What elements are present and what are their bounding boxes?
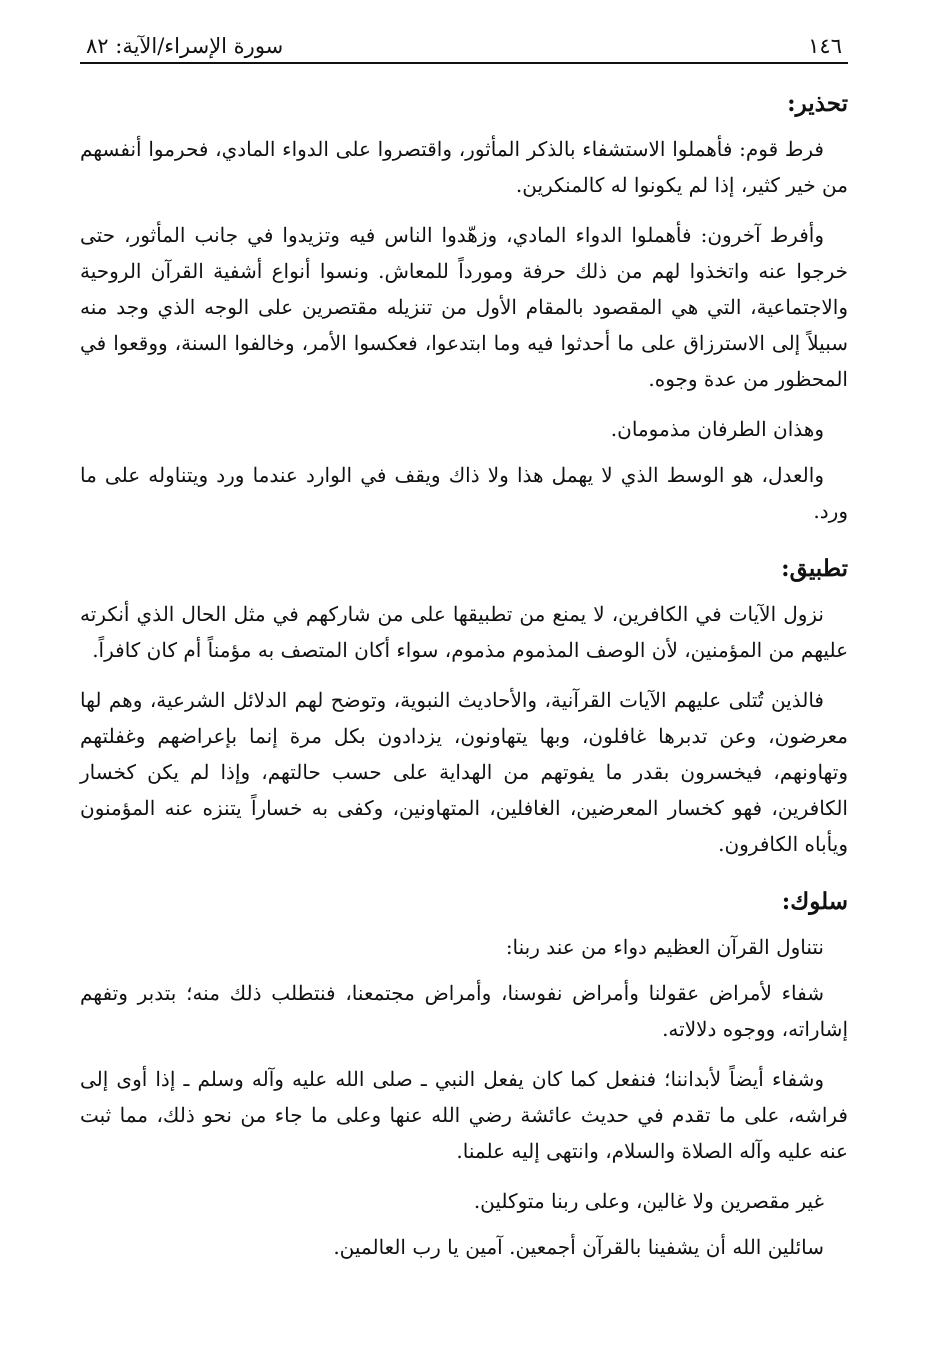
paragraph: فرط قوم: فأهملوا الاستشفاء بالذكر المأثور، واقتصروا على الدواء المادي، فحرموا أنفسهم من خير كثير، إذا لم يكونوا له كالمنكرين.: [80, 137, 848, 197]
paragraph: نتناول القرآن العظيم دواء من عند ربنا:: [505, 935, 824, 959]
heading-tatbiq: تطبيق:: [781, 555, 848, 582]
paragraph: فالذين تُتلى عليهم الآيات القرآنية، والأحاديث النبوية، وتوضح لهم الدلائل الشرعية، وهم لها معرضون، وعن تدبرها غافلون، وبها يتهاونون، يزدادون بكل مرة إنما بإعراضهم وغفلتهم وتهاونهم، فيخسرون بقدر ما يفوتهم من الهداية على حسب حالتهم، وإذا لم يكن كخسار الكافرين، فهو كخسار المعرضين، الغافلين، المتهاونين، وكفى به خساراً يتنزه عنه المؤمنون ويأباه الكافرون.: [80, 688, 848, 856]
paragraph: والعدل، هو الوسط الذي لا يهمل هذا ولا ذاك ويقف في الوارد عندما ورد ويتناوله على ما ورد.: [80, 463, 848, 523]
paragraph: وأفرط آخرون: فأهملوا الدواء المادي، وزهّدوا الناس فيه وتزيدوا في جانب المأثور، حتى خرجوا عنه واتخذوا لهم من ذلك حرفة ومورداً للمعاش. ونسوا أنواع أشفية القرآن الروحية والاجتماعية، التي هي المقصود بالمقام الأول من تنزيله مقتصرين على الوجه الذي وجد منه سبيلاً إلى الاسترزاق على ما أحدثوا فيه وما ابتدعوا، فعكسوا الأمر، وخالفوا السنة، ووقعوا في المحظور من عدة وجوه.: [80, 223, 848, 391]
surah-reference: سورة الإسراء/الآية: ٨٢: [86, 34, 284, 58]
paragraph: وهذان الطرفان مذمومان.: [610, 417, 824, 441]
paragraph: وشفاء أيضاً لأبداننا؛ فنفعل كما كان يفعل النبي ـ صلى الله عليه وآله وسلم ـ إذا أوى إلى فراشه، على ما تقدم في حديث عائشة رضي الله عنها وعلى ما جاء من نحو ذلك، مما ثبت عنه عليه وآله الصلاة والسلام، وانتهى إليه علمنا.: [80, 1067, 848, 1163]
header-rule: [80, 62, 848, 64]
paragraph: نزول الآيات في الكافرين، لا يمنع من تطبيقها على من شاركهم في مثل الحال الذي أنكرته عليهم من المؤمنين، لأن الوصف المذموم مذموم، سواء أكان المتصف به مؤمناً أم كان كافراً.: [80, 602, 848, 662]
book-page: [80, 34, 848, 1275]
paragraph: غير مقصرين ولا غالين، وعلى ربنا متوكلين.: [473, 1189, 824, 1213]
page-header: [80, 34, 848, 62]
page-number: ١٤٦: [808, 34, 842, 58]
heading-suluk: سلوك:: [781, 888, 848, 915]
paragraph: شفاء لأمراض عقولنا وأمراض نفوسنا، وأمراض مجتمعنا، فنتطلب ذلك منه؛ بتدبر وتفهم إشاراته، ووجوه دلالاته.: [80, 981, 848, 1041]
heading-tahdhir: تحذير:: [787, 90, 848, 117]
paragraph: سائلين الله أن يشفينا بالقرآن أجمعين. آمين يا رب العالمين.: [333, 1235, 824, 1259]
